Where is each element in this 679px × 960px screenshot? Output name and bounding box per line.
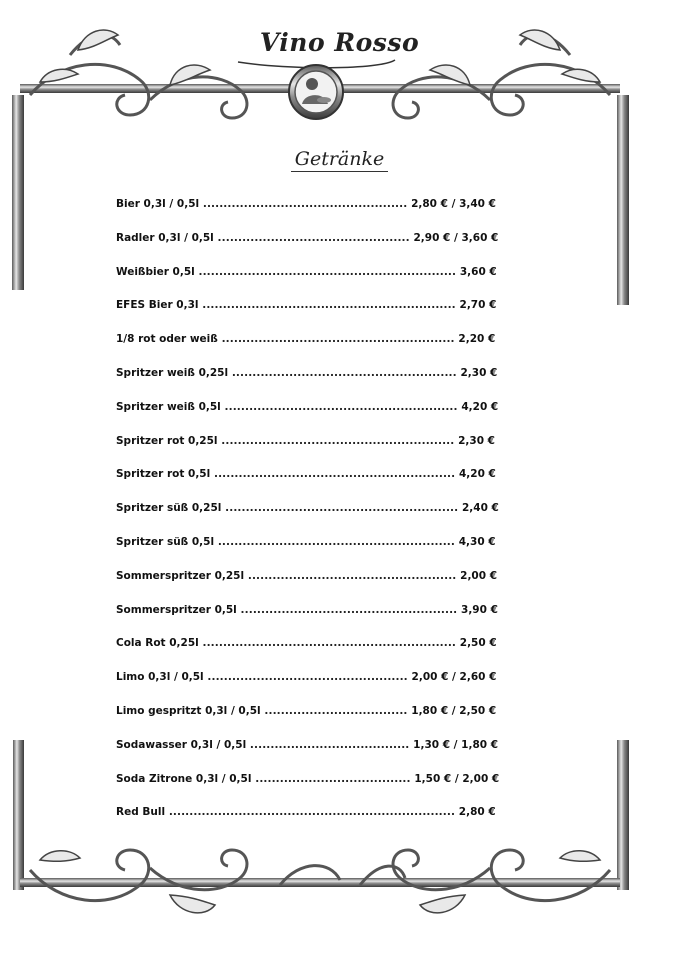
menu-item: [116, 498, 499, 518]
menu-item-price: 2,00 €: [460, 569, 498, 582]
dot-leader: .........................................................: [217, 333, 459, 346]
dot-leader: ...............................................: [213, 231, 414, 244]
dot-leader: ...................................: [260, 705, 412, 717]
menu-item: [116, 262, 497, 282]
section-title-text: Getränke: [291, 148, 388, 172]
menu-item: [116, 769, 499, 789]
dot-leader: .................................................: [203, 671, 412, 684]
medallion-logo: [289, 65, 343, 119]
dot-leader: ..............................................................: [198, 299, 460, 312]
menu-item-name: Red Bull: [116, 806, 166, 819]
menu-item-name: 1/8 rot oder weiß: [116, 333, 218, 346]
menu-item: [116, 600, 498, 620]
menu-item-name: Spritzer weiß 0,5l: [116, 400, 221, 413]
menu-item-name: Spritzer weiß 0,25l: [116, 367, 229, 379]
menu-item-name: Sodawasser 0,3l / 0,5l: [116, 738, 247, 751]
dot-leader: ..............................................................: [198, 637, 460, 650]
menu-item: [116, 667, 496, 687]
menu-item: [116, 295, 496, 315]
menu-item-price: 3,90 €: [461, 603, 498, 616]
menu-item-name: Radler 0,3l / 0,5l: [116, 231, 214, 244]
menu-item-price: 2,30 €: [458, 434, 495, 447]
dot-leader: ...................................................: [244, 569, 461, 582]
menu-item-price: 2,70 €: [459, 299, 497, 312]
menu-item-price: 3,60 €: [459, 265, 497, 278]
dot-leader: ..................................................: [199, 198, 412, 210]
dot-leader: .........................................................: [217, 434, 459, 447]
menu-item-price: 1,80 € / 2,50 €: [411, 705, 497, 717]
menu-item-price: 2,40 €: [461, 502, 499, 515]
menu-item: [116, 431, 495, 451]
menu-item-price: 1,50 € / 2,00 €: [414, 772, 500, 785]
frame-right-top-bar: [617, 95, 629, 305]
menu-item-price: 2,30 €: [460, 367, 498, 379]
dot-leader: ...........................................................: [210, 468, 459, 481]
dot-leader: .......................................................: [228, 367, 461, 379]
dot-leader: .........................................................: [220, 400, 462, 413]
frame-right-bottom-bar: [617, 740, 629, 890]
menu-item: [116, 633, 497, 653]
menu-item-name: Spritzer süß 0,25l: [116, 502, 222, 515]
menu-item: [116, 464, 496, 484]
menu-item-name: EFES Bier 0,3l: [116, 299, 199, 312]
menu-item: [116, 228, 498, 248]
menu-item-price: 2,00 € / 2,60 €: [411, 671, 497, 684]
menu-item-price: 4,20 €: [458, 468, 496, 481]
menu-item: [116, 566, 497, 586]
menu-item-name: Sommerspritzer 0,5l: [116, 603, 237, 616]
section-title: [0, 148, 679, 172]
menu-item: [116, 532, 496, 552]
menu-item-price: 2,20 €: [458, 333, 496, 346]
dot-leader: ...............................................................: [194, 265, 460, 278]
menu-item-name: Bier 0,3l / 0,5l: [116, 198, 200, 210]
menu-item-name: Spritzer rot 0,5l: [116, 468, 211, 481]
menu-item-name: Limo 0,3l / 0,5l: [116, 671, 204, 684]
dot-leader: .........................................................: [221, 502, 462, 515]
frame-bottom-bar: [20, 878, 620, 887]
menu-item-price: 4,30 €: [458, 536, 496, 548]
menu-item-name: Cola Rot 0,25l: [116, 637, 199, 650]
menu-item-price: 2,80 €: [458, 806, 496, 819]
menu-item-price: 2,80 € / 3,40 €: [411, 198, 496, 210]
frame-left-bottom-bar: [13, 740, 24, 890]
menu-item-name: Weißbier 0,5l: [116, 265, 195, 278]
menu-item: [116, 329, 495, 349]
brand-logo-text: Vino Rosso: [259, 28, 420, 57]
dot-leader: .....................................................: [236, 603, 462, 616]
menu-item-price: 2,50 €: [459, 637, 497, 650]
menu-item-price: 2,90 € / 3,60 €: [413, 231, 499, 244]
menu-item: [116, 802, 496, 822]
dot-leader: ..........................................................: [214, 536, 459, 548]
menu-item-name: Sommerspritzer 0,25l: [116, 569, 245, 582]
menu-item: [116, 194, 496, 214]
dot-leader: .......................................: [246, 738, 414, 751]
dot-leader: ......................................................................: [165, 806, 459, 819]
menu-item: [116, 701, 496, 721]
menu-item: [116, 363, 497, 383]
menu-item-name: Spritzer rot 0,25l: [116, 434, 218, 447]
menu-item-name: Spritzer süß 0,5l: [116, 536, 215, 548]
menu-item-name: Limo gespritzt 0,3l / 0,5l: [116, 705, 261, 717]
dot-leader: ......................................: [251, 772, 415, 785]
menu-item: [116, 735, 498, 755]
menu-item-name: Soda Zitrone 0,3l / 0,5l: [116, 772, 252, 785]
menu-item-price: 4,20 €: [461, 400, 499, 413]
menu-item: [116, 397, 498, 417]
frame-left-top-bar: [12, 95, 24, 290]
menu-item-price: 1,30 € / 1,80 €: [413, 738, 499, 751]
